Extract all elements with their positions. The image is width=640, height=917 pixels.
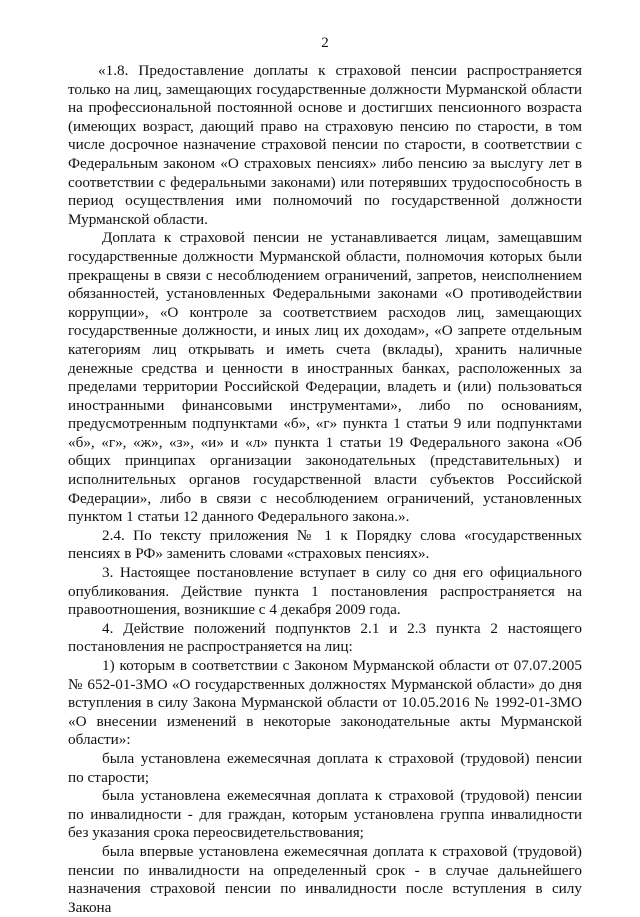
paragraph-disability-term: была впервые установлена ежемесячная доплата к страховой (трудовой) пенсии по инвалидности на определенный срок - в случае дальнейшего назначения страховой пенсии по инвалидности после вступления в силу Закона [68,842,582,916]
paragraph-4-1: 1) которым в соответствии с Законом Мурманской области от 07.07.2005 № 652-01-ЗМО «О государственных должностях Мурманской области» до дня вступления в силу Закона Мурманской области от 10.05.2016 № 1992-01-ЗМО «О внесении изменений в некоторые законодательные акты Мурманской области»: [68,657,582,749]
paragraph-2-4: 2.4. По тексту приложения № 1 к Порядку слова «государственных пенсиях в РФ» заменить словами «страховых пенсиях». [68,526,582,563]
paragraph-disability: была установлена ежемесячная доплата к страховой (трудовой) пенсии по инвалидности - для граждан, которым установлена группа инвалидности без указания срока переосвидетельствования; [68,787,582,842]
paragraph-old-age: была установлена ежемесячная доплата к страховой (трудовой) пенсии по старости; [68,749,582,786]
paragraph-3: 3. Настоящее постановление вступает в силу со дня его официального опубликования. Действие пункта 1 постановления распространяется на правоотношения, возникшие с 4 декабря 2009 года. [68,564,582,619]
paragraph-1-8: «1.8. Предоставление доплаты к страховой пенсии распространяется только на лиц, замещающих государственные должности Мурманской области на профессиональной постоянной основе и достигших пенсионного возраста (имеющих возраст, дающий право на страховую пенсию по старости, в том числе досрочное назначение страховой пенсии по старости, в соответствии с Федеральным законом «О страховых пенсиях» либо пенсию за выслугу лет в соответствии с федеральными законами) или потерявших трудоспособность в период осуществления ими полномочий по государственной должности Мурманской области. [68,62,582,228]
paragraph-surcharge-exclusion: Доплата к страховой пенсии не устанавливается лицам, замещавшим государственные должности Мурманской области, полномочия которых были прекращены в связи с несоблюдением ограничений, запретов, неисполнением обязанностей, установленных Федеральными законами «О противодействии коррупции», «О контроле за соответствием расходов лиц, замещающих государственные должности, и иных лиц их доходам», «О запрете отдельным категориям лиц открывать и иметь счета (вклады), хранить наличные денежные средства и ценности в иностранных банках, расположенных за пределами территории Российской Федерации, владеть и (или) пользоваться иностранными финансовыми инструментами», либо по основаниям, предусмотренным подпунктами «б», «г» пункта 1 статьи 9 или подпунктами «б», «г», «ж», «з», «и» и «л» пункта 1 статьи 19 Федерального закона «Об общих принципах организации законодательных (представительных) и исполнительных органов государственной власти субъектов Российской Федерации», либо в связи с несоблюдением ограничений, установленных пунктом 1 статьи 12 данного Федерального закона.». [68,229,582,526]
paragraph-4: 4. Действие положений подпунктов 2.1 и 2.3 пункта 2 настоящего постановления не распространяется на лиц: [68,619,582,656]
page-number: 2 [321,35,329,51]
